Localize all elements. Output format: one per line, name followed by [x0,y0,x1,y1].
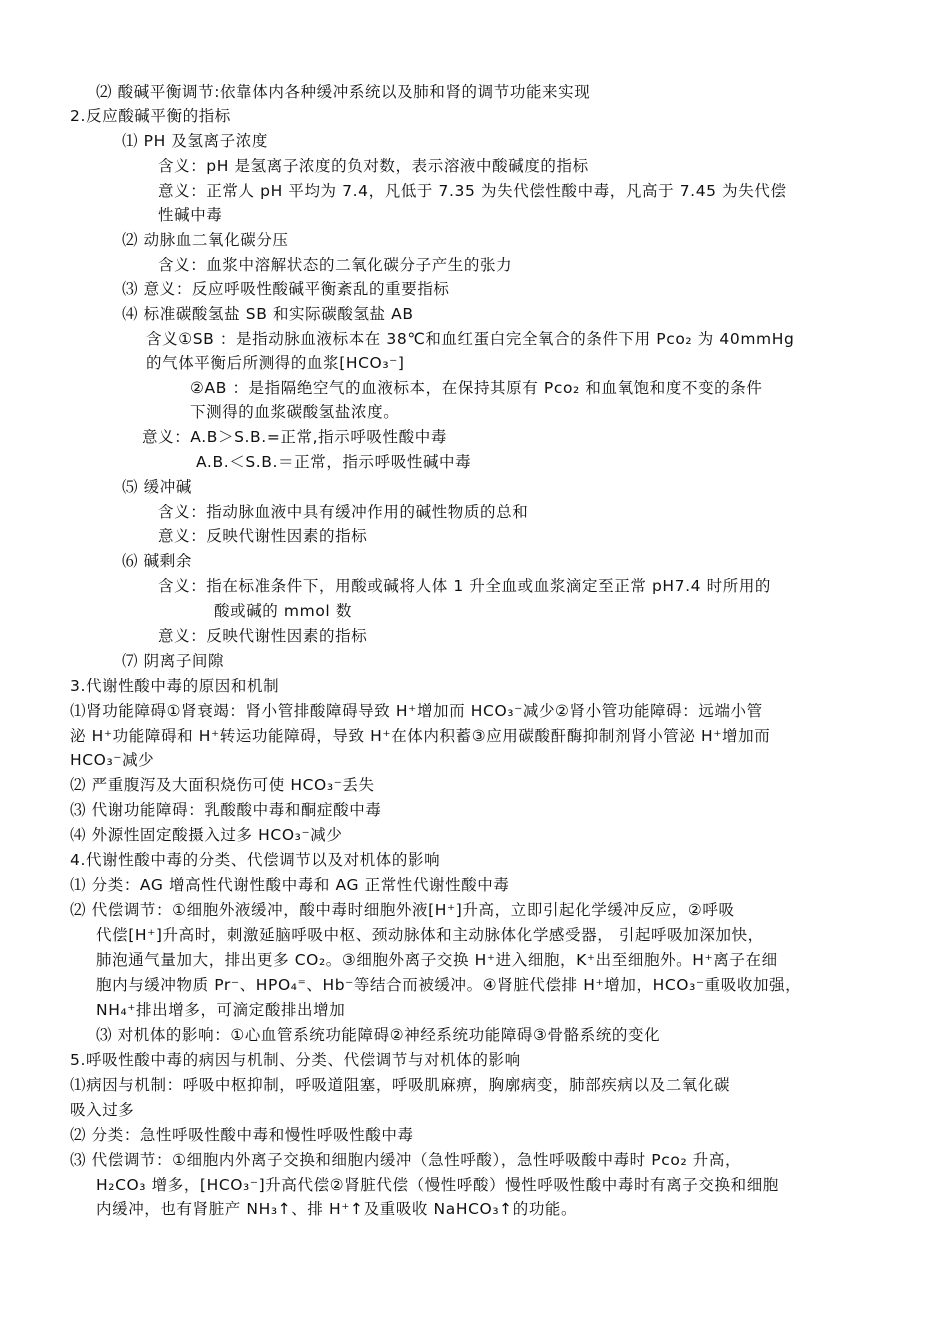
text-line: 含义①SB ：是指动脉血液标本在 38℃和血红蛋白完全氧合的条件下用 Pco₂ 为 40mmHg [146,330,795,348]
text-line: 含义：pH 是氢离子浓度的负对数，表示溶液中酸碱度的指标 [158,157,589,175]
text-line: ⑵ 酸碱平衡调节:依靠体内各种缓冲系统以及肺和肾的调节功能来实现 [96,83,591,101]
text-line: ⑶ 对机体的影响：①心血管系统功能障碍②神经系统功能障碍③骨骼系统的变化 [96,1026,661,1044]
text-line: ⑵ 严重腹泻及大面积烧伤可使 HCO₃⁻丢失 [70,776,375,794]
text-line: 下测得的血浆碳酸氢盐浓度。 [190,403,400,421]
text-line: 意义：反映代谢性因素的指标 [158,627,368,645]
text-line: H₂CO₃ 增多，[HCO₃⁻]升高代偿②肾脏代偿（慢性呼酸）慢性呼吸性酸中毒时有离子交换和细胞 [96,1176,779,1194]
text-line: 胞内与缓冲物质 Pr⁻、HPO₄⁼、Hb⁻等结合而被缓冲。④肾脏代偿排 H⁺增加，HCO₃⁻重吸收加强， [96,976,802,994]
text-line: HCO₃⁻减少 [70,751,155,769]
text-line: ⑴ 分类：AG 增高性代谢性酸中毒和 AG 正常性代谢性酸中毒 [70,876,510,894]
text-line: 含义：指在标准条件下，用酸或碱将人体 1 升全血或血浆滴定至正常 pH7.4 时所用的 [158,577,772,595]
text-line: ⑴肾功能障碍①肾衰竭：肾小管排酸障碍导致 H⁺增加而 HCO₃⁻减少②肾小管功能障碍：远端小管 [70,702,763,720]
text-line: 肺泡通气量加大，排出更多 CO₂。③细胞外离子交换 H⁺进入细胞，K⁺出至细胞外。H⁺离子在细 [96,951,778,969]
text-line: ②AB ：是指隔绝空气的血液标本，在保持其原有 Pco₂ 和血氧饱和度不变的条件 [190,379,763,397]
text-line: ⑶ 代谢功能障碍：乳酸酸中毒和酮症酸中毒 [70,801,382,819]
text-line: ⑵ 代偿调节：①细胞外液缓冲，酸中毒时细胞外液[H⁺]升高，立即引起化学缓冲反应，②呼吸 [70,901,735,919]
subheading: ⑹ 碱剩余 [122,552,192,570]
text-line: 酸或碱的 mmol 数 [214,602,352,620]
text-line: 意义：正常人 pH 平均为 7.4，凡低于 7.35 为失代偿性酸中毒，凡高于 7.45 为失代偿 [158,182,787,200]
section-heading: 3.代谢性酸中毒的原因和机制 [70,677,280,695]
text-line: 意义：反映代谢性因素的指标 [158,527,368,545]
text-line: ⑶ 代偿调节：①细胞内外离子交换和细胞内缓冲（急性呼酸），急性呼吸酸中毒时 Pco₂ 升高， [70,1151,742,1169]
subheading: ⑴ PH 及氢离子浓度 [122,132,268,150]
text-line: 含义：血浆中溶解状态的二氧化碳分子产生的张力 [158,256,513,274]
text-line: NH₄⁺排出增多，可滴定酸排出增加 [96,1001,346,1019]
text-line: 含义：指动脉血液中具有缓冲作用的碱性物质的总和 [158,503,529,521]
text-line: 意义：A.B＞S.B.=正常,指示呼吸性酸中毒 [142,428,447,446]
subheading: ⑶ 意义：反应呼吸性酸碱平衡紊乱的重要指标 [122,280,450,298]
text-line: 内缓冲，也有肾脏产 NH₃↑、排 H⁺↑及重吸收 NaHCO₃↑的功能。 [96,1200,578,1218]
text-line: 吸入过多 [70,1101,135,1119]
subheading: ⑷ 标准碳酸氢盐 SB 和实际碳酸氢盐 AB [122,305,414,323]
text-line: 的气体平衡后所测得的血浆[HCO₃⁻] [146,354,405,372]
text-line: 泌 H⁺功能障碍和 H⁺转运功能障碍，导致 H⁺在体内积蓄③应用碳酸酐酶抑制剂肾小管泌 H⁺增加而 [70,727,771,745]
subheading: ⑵ 动脉血二氧化碳分压 [122,231,289,249]
text-line: ⑷ 外源性固定酸摄入过多 HCO₃⁻减少 [70,826,343,844]
subheading: ⑺ 阴离子间隙 [122,652,225,670]
section-heading: 5.呼吸性酸中毒的病因与机制、分类、代偿调节与对机体的影响 [70,1051,521,1069]
subheading: ⑸ 缓冲碱 [122,478,192,496]
text-line: 代偿[H⁺]升高时，刺激延脑呼吸中枢、颈动脉体和主动脉体化学感受器， 引起呼吸加深加快， [96,926,764,944]
section-heading: 4.代谢性酸中毒的分类、代偿调节以及对机体的影响 [70,851,441,869]
text-line: ⑴病因与机制：呼吸中枢抑制，呼吸道阻塞，呼吸肌麻痹，胸廓病变，肺部疾病以及二氧化碳 [70,1076,731,1094]
text-line: 性碱中毒 [158,206,223,224]
text-line: A.B.＜S.B.＝正常，指示呼吸性碱中毒 [196,453,472,471]
section-heading: 2.反应酸碱平衡的指标 [70,107,231,125]
text-line: ⑵ 分类：急性呼吸性酸中毒和慢性呼吸性酸中毒 [70,1126,414,1144]
